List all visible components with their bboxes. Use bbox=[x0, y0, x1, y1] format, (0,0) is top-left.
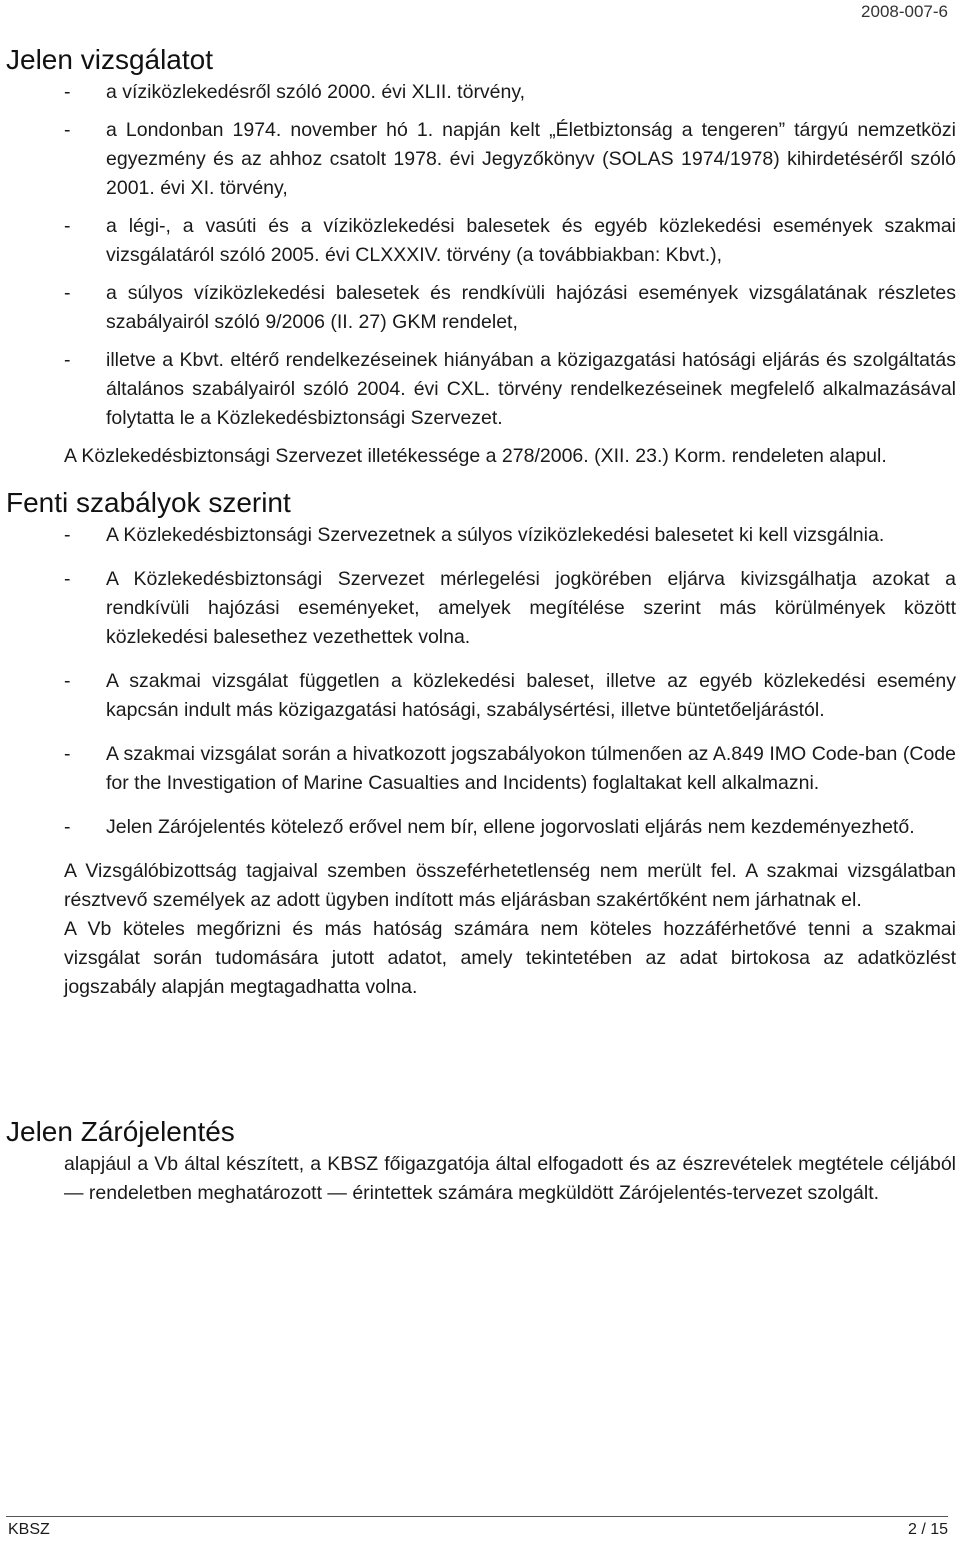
rules-list bbox=[6, 521, 956, 842]
dash-bullet: - bbox=[64, 119, 71, 141]
list-item: - a súlyos víziközlekedési balesetek és rendkívüli hajózási események vizsgálatának részletes szabályairól szóló 9/2006 (II. 27) GKM rendelet, bbox=[6, 279, 956, 337]
list-item: - a Londonban 1974. november hó 1. napján kelt „Életbiztonság a tengeren” tárgyú nemzetközi egyezmény és az ahhoz csatolt 1978. évi Jegyzőkönyv (SOLAS 1974/1978) kihirdetéséről szóló 2001. évi XI. törvény, bbox=[6, 116, 956, 203]
list-item: - A szakmai vizsgálat független a közlekedési baleset, illetve az egyéb közlekedési esemény kapcsán indult más közigazgatási hatósági, szabálysértési, illetve büntetőeljárástól. bbox=[6, 667, 956, 725]
list-item: - a légi-, a vasúti és a víziközlekedési balesetek és egyéb közlekedési események szakmai vizsgálatáról szóló 2005. évi CLXXXIV. törvény (a továbbiakban: Kbvt.), bbox=[6, 212, 956, 270]
dash-bullet: - bbox=[64, 816, 71, 838]
jurisdiction-paragraph: A Közlekedésbiztonsági Szervezet illetékessége a 278/2006. (XII. 23.) Korm. rendeleten alapul. bbox=[64, 445, 887, 467]
page-footer bbox=[6, 1516, 948, 1538]
dash-bullet: - bbox=[64, 349, 71, 371]
dash-bullet: - bbox=[64, 568, 71, 590]
dash-bullet: - bbox=[64, 215, 71, 237]
list-item: - A Közlekedésbiztonsági Szervezetnek a súlyos víziközlekedési balesetet ki kell vizsgálnia. bbox=[6, 521, 956, 550]
dash-bullet: - bbox=[64, 81, 71, 103]
confidentiality-paragraph: A Vb köteles megőrizni és más hatóság számára nem köteles hozzáférhetővé tenni a szakmai vizsgálat során tudomására jutott adatot, amely tekintetében az adat birtokosa az adatközlést jogszabály alapján megtagadhatta volna. bbox=[64, 918, 956, 998]
list-item: - A Közlekedésbiztonsági Szervezet mérlegelési jogkörében eljárva kivizsgálhatja azokat a rendkívüli hajózási eseményeket, amelyek megítélése szerint más körülmények között közlekedési balesethez vezethettek volna. bbox=[6, 565, 956, 652]
dash-bullet: - bbox=[64, 743, 71, 765]
dash-bullet: - bbox=[64, 524, 71, 546]
section-heading-rules: Fenti szabályok szerint bbox=[6, 487, 291, 518]
dash-bullet: - bbox=[64, 282, 71, 304]
legal-basis-list bbox=[6, 78, 956, 433]
page-number: 2 / 15 bbox=[907, 1521, 948, 1538]
list-item: - a víziközlekedésről szóló 2000. évi XLII. törvény, bbox=[6, 78, 956, 107]
dash-bullet: - bbox=[64, 670, 71, 692]
document-id: 2008-007-6 bbox=[861, 2, 948, 21]
section-heading-final-report: Jelen Zárójelentés bbox=[6, 1116, 235, 1147]
list-item: - illetve a Kbvt. eltérő rendelkezéseinek hiányában a közigazgatási hatósági eljárás és szolgáltatás általános szabályairól szóló 2004. évi CXL. törvény rendelkezéseinek megfelelő alkalmazásával folytatta le a Közlekedésbiztonsági Szervezet. bbox=[6, 346, 956, 433]
footer-org: KBSZ bbox=[8, 1521, 50, 1538]
list-item: - A szakmai vizsgálat során a hivatkozott jogszabályokon túlmenően az A.849 IMO Code-ban (Code for the Investigation of Marine Casualties and Incidents) foglaltakat kell alkalmazni. bbox=[6, 740, 956, 798]
list-item: - Jelen Zárójelentés kötelező erővel nem bír, ellene jogorvoslati eljárás nem kezdeményezhető. bbox=[6, 813, 956, 842]
section-heading-investigation: Jelen vizsgálatot bbox=[6, 44, 214, 75]
final-report-paragraph: alapjául a Vb által készített, a KBSZ főigazgatója által elfogadott és az észrevételek megtétele céljából — rendeletben meghatározott — érintettek számára megküldött Zárójelentés-tervezet szolgált. bbox=[64, 1153, 956, 1204]
document-body bbox=[6, 42, 956, 1208]
conflict-of-interest-paragraph: A Vizsgálóbizottság tagjaival szemben összeférhetetlenség nem merült fel. A szakmai vizsgálatban résztvevő személyek az adott ügyben indított más eljárásban szakértőként nem járhatnak el. bbox=[64, 860, 956, 911]
